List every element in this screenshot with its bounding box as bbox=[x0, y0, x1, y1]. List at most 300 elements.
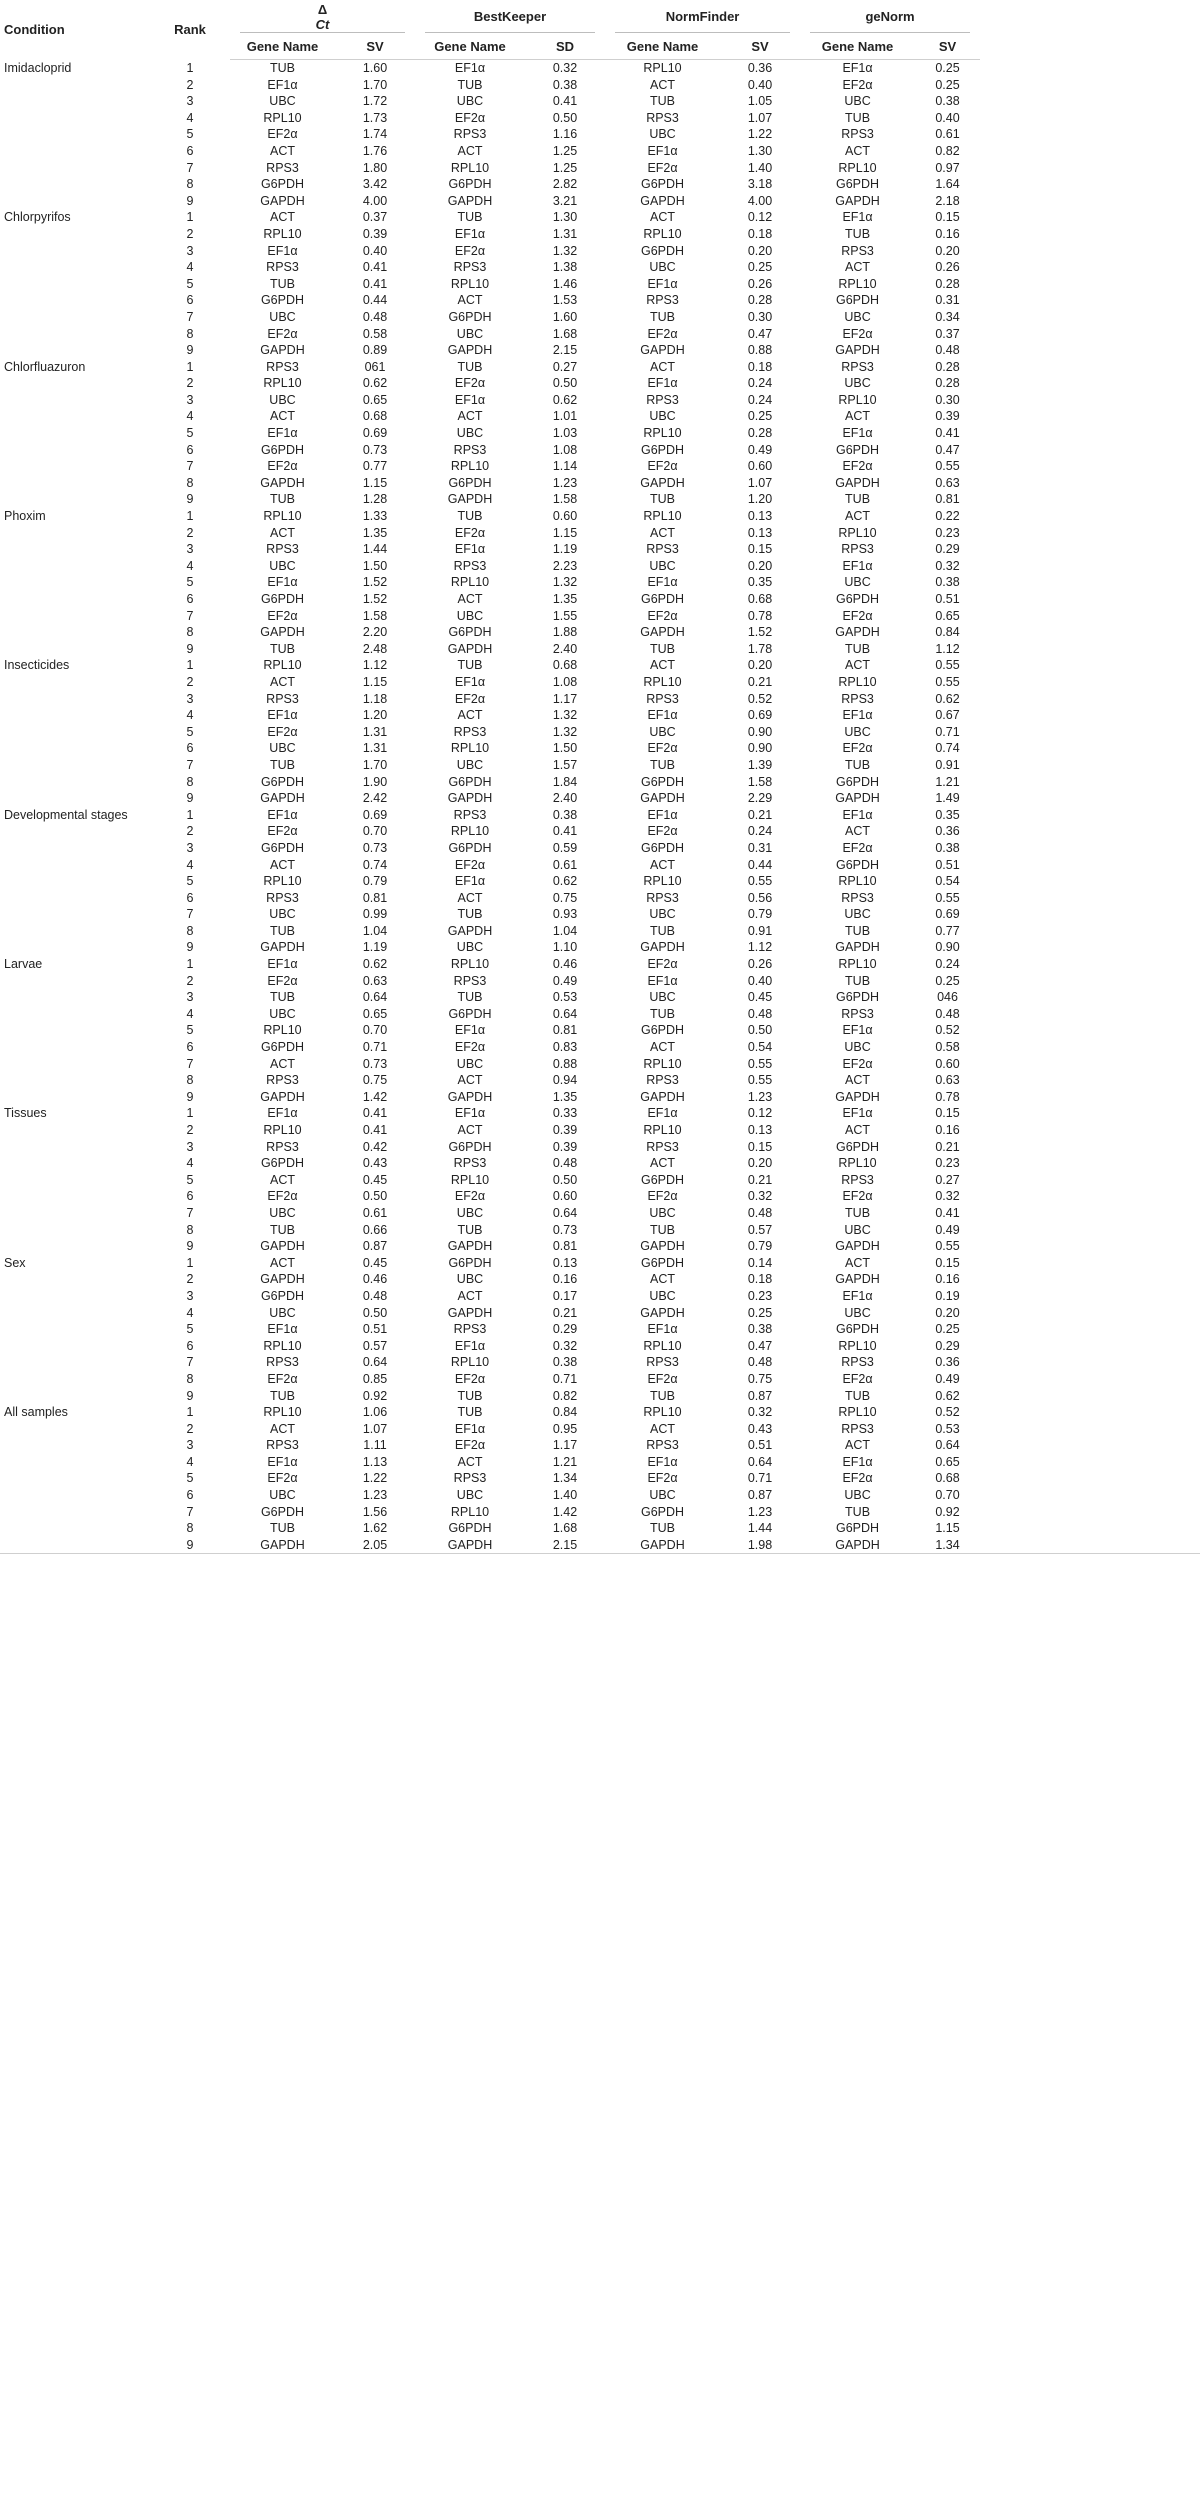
genorm-sv-cell: 046 bbox=[937, 990, 958, 1005]
row-spacer bbox=[980, 375, 1200, 392]
condition-cell bbox=[0, 923, 150, 940]
genorm-gene-cell: RPS3 bbox=[841, 359, 874, 374]
table-row bbox=[0, 989, 1200, 1006]
bestkeeper-sd-cell: 2.40 bbox=[552, 791, 578, 806]
rank-cell: 8 bbox=[186, 1222, 194, 1237]
deltact-gene-cell: RPL10 bbox=[263, 226, 302, 241]
genorm-sv-cell: 0.82 bbox=[935, 143, 960, 158]
normfinder-sv-cell: 0.87 bbox=[747, 1388, 773, 1403]
row-spacer bbox=[980, 1454, 1200, 1471]
normfinder-sv-cell: 0.15 bbox=[747, 542, 773, 557]
normfinder-sv-cell: 0.71 bbox=[747, 1471, 773, 1486]
table-row bbox=[0, 326, 1200, 343]
normfinder-sv-cell: 0.20 bbox=[747, 558, 773, 573]
bestkeeper-gene-cell: GAPDH bbox=[447, 492, 493, 507]
genorm-sv-cell: 0.38 bbox=[935, 840, 960, 855]
bestkeeper-gene-cell: RPL10 bbox=[450, 276, 490, 291]
normfinder-gene-cell: ACT bbox=[650, 1156, 676, 1171]
genorm-gene-cell: UBC bbox=[844, 575, 871, 590]
deltact-gene-cell: TUB bbox=[270, 1388, 295, 1403]
genorm-sv-cell: 0.40 bbox=[935, 110, 960, 125]
genorm-gene-cell: G6PDH bbox=[835, 293, 880, 308]
normfinder-sv-cell: 1.07 bbox=[747, 110, 773, 125]
normfinder-sv-cell: 1.40 bbox=[747, 160, 773, 175]
rank-cell: 4 bbox=[186, 857, 194, 872]
table-row bbox=[0, 276, 1200, 293]
normfinder-gene-cell: TUB bbox=[650, 1521, 676, 1536]
bestkeeper-gene-cell: RPS3 bbox=[453, 442, 487, 457]
genorm-sv-cell: 0.39 bbox=[935, 409, 960, 424]
genorm-gene-cell: RPL10 bbox=[838, 525, 877, 540]
rank-cell: 8 bbox=[186, 1073, 194, 1088]
deltact-sv-cell: 1.31 bbox=[362, 741, 388, 756]
deltact-sv-cell: 0.70 bbox=[362, 1023, 388, 1038]
bestkeeper-sd-cell: 1.32 bbox=[552, 724, 578, 739]
normfinder-gene-cell: RPL10 bbox=[643, 1405, 682, 1420]
genorm-gene-cell: RPL10 bbox=[838, 1338, 877, 1353]
normfinder-sv-cell: 0.25 bbox=[747, 1305, 773, 1320]
bestkeeper-sd-cell: 1.35 bbox=[552, 592, 578, 606]
condition-cell bbox=[0, 1338, 150, 1355]
normfinder-sv-cell: 0.26 bbox=[747, 276, 773, 291]
normfinder-sv-cell: 0.48 bbox=[747, 1205, 773, 1220]
normfinder-sv-cell: 0.79 bbox=[747, 907, 773, 922]
deltact-gene-cell: UBC bbox=[269, 1205, 296, 1220]
row-spacer bbox=[980, 1238, 1200, 1255]
row-spacer bbox=[980, 1470, 1200, 1487]
bestkeeper-sd-cell: 0.38 bbox=[552, 1355, 578, 1370]
deltact-sv-cell: 1.52 bbox=[362, 592, 388, 606]
deltact-sv-cell: 0.69 bbox=[362, 426, 388, 441]
normfinder-sv-cell: 0.32 bbox=[747, 1189, 773, 1204]
normfinder-sv-cell: 0.51 bbox=[747, 1438, 773, 1453]
genorm-gene-cell: ACT bbox=[845, 260, 871, 275]
normfinder-gene-cell: TUB bbox=[650, 309, 676, 324]
rank-cell: 3 bbox=[186, 94, 194, 109]
normfinder-gene-cell: GAPDH bbox=[640, 625, 685, 640]
bestkeeper-gene-cell: GAPDH bbox=[447, 923, 493, 938]
normfinder-gene-cell: TUB bbox=[650, 923, 676, 938]
rank-cell: 7 bbox=[186, 1205, 194, 1220]
deltact-sv-cell: 0.40 bbox=[362, 243, 388, 258]
deltact-gene-cell: ACT bbox=[270, 525, 295, 540]
header-method-normfinder bbox=[605, 0, 800, 33]
deltact-sv-cell: 0.81 bbox=[362, 890, 388, 905]
deltact-sv-cell: 0.61 bbox=[362, 1205, 388, 1220]
normfinder-gene-cell: RPS3 bbox=[646, 293, 679, 308]
row-spacer bbox=[980, 359, 1200, 376]
condition-cell: Imidacloprid bbox=[4, 60, 72, 75]
rank-cell: 5 bbox=[186, 724, 194, 739]
rank-cell: 3 bbox=[186, 840, 194, 855]
genorm-gene-cell: G6PDH bbox=[835, 1139, 880, 1154]
genorm-gene-cell: EF2α bbox=[842, 459, 873, 474]
table-row bbox=[0, 691, 1200, 708]
normfinder-sv-cell: 0.91 bbox=[747, 923, 773, 938]
bestkeeper-gene-cell: GAPDH bbox=[447, 1305, 493, 1320]
rank-cell: 3 bbox=[186, 990, 194, 1005]
genorm-sv-cell: 0.24 bbox=[935, 957, 960, 972]
bestkeeper-gene-cell: RPL10 bbox=[450, 957, 490, 972]
normfinder-gene-cell: RPS3 bbox=[646, 110, 679, 125]
row-spacer bbox=[980, 674, 1200, 691]
subheader-value: SV bbox=[720, 33, 800, 60]
deltact-sv-cell: 1.74 bbox=[362, 127, 388, 142]
row-spacer bbox=[980, 740, 1200, 757]
deltact-gene-cell: RPL10 bbox=[263, 376, 302, 391]
table-row bbox=[0, 1454, 1200, 1471]
genorm-sv-cell: 0.54 bbox=[935, 874, 960, 889]
deltact-sv-cell: 0.69 bbox=[362, 807, 388, 822]
normfinder-gene-cell: EF2α bbox=[647, 1371, 678, 1386]
genorm-gene-cell: GAPDH bbox=[835, 1089, 880, 1104]
header-spacer bbox=[980, 0, 1200, 60]
deltact-sv-cell: 1.52 bbox=[362, 575, 388, 590]
row-spacer bbox=[980, 425, 1200, 442]
row-spacer bbox=[980, 1105, 1200, 1122]
genorm-sv-cell: 0.16 bbox=[935, 1123, 960, 1137]
normfinder-sv-cell: 0.55 bbox=[747, 1056, 773, 1071]
header-method-delta-ct bbox=[230, 0, 415, 33]
bestkeeper-gene-cell: RPS3 bbox=[453, 127, 487, 142]
bestkeeper-gene-cell: ACT bbox=[457, 1288, 483, 1303]
bestkeeper-gene-cell: UBC bbox=[456, 1205, 484, 1220]
condition-cell bbox=[0, 1388, 150, 1405]
rank-cell: 9 bbox=[186, 1239, 194, 1254]
row-spacer bbox=[980, 1056, 1200, 1073]
bestkeeper-gene-cell: EF1α bbox=[454, 392, 486, 407]
deltact-gene-cell: EF1α bbox=[267, 1322, 298, 1337]
condition-cell bbox=[0, 840, 150, 857]
row-spacer bbox=[980, 1188, 1200, 1205]
genorm-gene-cell: EF2α bbox=[842, 326, 873, 341]
deltact-sv-cell: 0.87 bbox=[362, 1239, 388, 1254]
deltact-gene-cell: RPL10 bbox=[263, 110, 302, 125]
bestkeeper-gene-cell: RPL10 bbox=[450, 1355, 490, 1370]
genorm-gene-cell: G6PDH bbox=[835, 177, 880, 192]
table-row bbox=[0, 292, 1200, 309]
genorm-gene-cell: G6PDH bbox=[835, 1322, 880, 1337]
deltact-sv-cell: 1.33 bbox=[362, 509, 388, 524]
genorm-sv-cell: 0.32 bbox=[935, 558, 960, 573]
row-spacer bbox=[980, 1255, 1200, 1272]
genorm-gene-cell: ACT bbox=[845, 409, 871, 424]
normfinder-gene-cell: RPL10 bbox=[643, 426, 682, 441]
table-row bbox=[0, 724, 1200, 741]
rank-cell: 4 bbox=[186, 1454, 194, 1469]
bestkeeper-gene-cell: EF2α bbox=[454, 376, 486, 391]
row-spacer bbox=[980, 840, 1200, 857]
condition-cell bbox=[0, 1454, 150, 1471]
normfinder-sv-cell: 0.20 bbox=[747, 1156, 773, 1171]
normfinder-sv-cell: 0.68 bbox=[747, 592, 773, 606]
bestkeeper-gene-cell: GAPDH bbox=[447, 641, 493, 656]
deltact-gene-cell: GAPDH bbox=[230, 1537, 335, 1554]
condition-cell bbox=[0, 1222, 150, 1239]
genorm-gene-cell: EF1α bbox=[842, 1106, 873, 1121]
bestkeeper-sd-cell: 0.62 bbox=[552, 874, 578, 889]
condition-cell bbox=[0, 176, 150, 193]
condition-cell bbox=[0, 674, 150, 691]
table-row bbox=[0, 939, 1200, 956]
deltact-gene-cell: EF1α bbox=[267, 243, 298, 258]
normfinder-gene-cell: UBC bbox=[649, 127, 676, 142]
genorm-gene-cell: ACT bbox=[845, 1255, 871, 1270]
bestkeeper-gene-cell: RPL10 bbox=[450, 160, 490, 175]
deltact-sv-cell: 1.76 bbox=[362, 143, 388, 158]
deltact-sv-cell: 0.63 bbox=[362, 973, 388, 988]
rank-cell: 1 bbox=[186, 807, 194, 822]
header-rank: Rank bbox=[174, 22, 206, 38]
genorm-gene-cell: TUB bbox=[845, 110, 871, 125]
deltact-sv-cell: 0.50 bbox=[362, 1189, 388, 1204]
normfinder-gene-cell: TUB bbox=[650, 94, 676, 109]
normfinder-sv-cell: 0.24 bbox=[747, 824, 773, 839]
genorm-sv-cell: 0.65 bbox=[935, 608, 960, 623]
table-row bbox=[0, 491, 1200, 508]
bestkeeper-gene-cell: RPL10 bbox=[450, 824, 490, 839]
row-spacer bbox=[980, 209, 1200, 226]
row-spacer bbox=[980, 973, 1200, 990]
genorm-sv-cell: 0.29 bbox=[935, 542, 960, 557]
normfinder-sv-cell: 0.49 bbox=[747, 442, 773, 457]
genorm-sv-cell: 0.74 bbox=[935, 741, 960, 756]
row-spacer bbox=[980, 1305, 1200, 1322]
deltact-gene-cell: EF2α bbox=[267, 326, 298, 341]
rank-cell: 4 bbox=[186, 708, 194, 723]
genorm-sv-cell: 0.64 bbox=[935, 1438, 960, 1453]
deltact-gene-cell: UBC bbox=[269, 741, 296, 756]
bestkeeper-gene-cell: RPS3 bbox=[453, 558, 487, 573]
deltact-gene-cell: G6PDH bbox=[260, 592, 305, 606]
normfinder-sv-cell: 0.79 bbox=[747, 1239, 773, 1254]
genorm-sv-cell: 0.55 bbox=[935, 1239, 960, 1254]
genorm-gene-cell: G6PDH bbox=[835, 990, 880, 1005]
bestkeeper-sd-cell: 1.60 bbox=[552, 309, 578, 324]
row-spacer bbox=[980, 657, 1200, 674]
normfinder-sv-cell: 0.28 bbox=[747, 293, 773, 308]
bestkeeper-sd-cell: 0.61 bbox=[552, 857, 578, 872]
bestkeeper-gene-cell: GAPDH bbox=[447, 791, 493, 806]
bestkeeper-gene-cell: EF1α bbox=[454, 226, 486, 241]
bestkeeper-sd-cell: 0.60 bbox=[552, 1189, 578, 1204]
normfinder-sv-cell: 0.35 bbox=[747, 575, 773, 590]
normfinder-sv-cell: 1.44 bbox=[747, 1521, 773, 1536]
condition-cell bbox=[0, 525, 150, 542]
normfinder-gene-cell: RPL10 bbox=[643, 674, 682, 689]
row-spacer bbox=[980, 243, 1200, 260]
normfinder-gene-cell: RPL10 bbox=[643, 61, 682, 75]
bestkeeper-gene-cell: G6PDH bbox=[448, 625, 492, 640]
rank-cell: 9 bbox=[186, 1089, 194, 1104]
bestkeeper-sd-cell: 0.50 bbox=[552, 1172, 578, 1187]
normfinder-sv-cell: 0.18 bbox=[747, 226, 773, 241]
row-spacer bbox=[980, 823, 1200, 840]
table-row bbox=[0, 1354, 1200, 1371]
bestkeeper-sd-cell: 0.83 bbox=[552, 1040, 578, 1055]
normfinder-sv-cell: 0.69 bbox=[747, 708, 773, 723]
condition-cell: Developmental stages bbox=[4, 807, 128, 822]
normfinder-gene-cell: G6PDH bbox=[640, 243, 685, 258]
row-spacer bbox=[980, 1487, 1200, 1504]
deltact-gene-cell: UBC bbox=[269, 1488, 296, 1503]
deltact-gene-cell: ACT bbox=[270, 1255, 295, 1270]
table-row bbox=[0, 641, 1200, 658]
bestkeeper-gene-cell: RPS3 bbox=[453, 1156, 487, 1171]
deltact-gene-cell: ACT bbox=[270, 674, 295, 689]
bestkeeper-gene-cell: EF1α bbox=[454, 61, 486, 75]
table-row bbox=[0, 1288, 1200, 1305]
genorm-gene-cell: EF2α bbox=[842, 1189, 873, 1204]
genorm-sv-cell: 0.65 bbox=[935, 1454, 960, 1469]
bestkeeper-sd-cell: 0.84 bbox=[552, 1405, 578, 1420]
normfinder-gene-cell: ACT bbox=[650, 359, 676, 374]
normfinder-gene-cell: UBC bbox=[649, 558, 676, 573]
rank-cell: 3 bbox=[186, 542, 194, 557]
rank-cell: 4 bbox=[186, 1006, 194, 1021]
bestkeeper-gene-cell: ACT bbox=[457, 143, 483, 158]
rank-cell: 1 bbox=[186, 210, 194, 225]
genorm-gene-cell: UBC bbox=[844, 1222, 871, 1237]
row-spacer bbox=[980, 442, 1200, 459]
table-row bbox=[0, 458, 1200, 475]
bestkeeper-sd-cell: 0.48 bbox=[552, 1156, 578, 1171]
bestkeeper-gene-cell: UBC bbox=[456, 1488, 484, 1503]
condition-cell bbox=[0, 160, 150, 177]
bestkeeper-gene-cell: G6PDH bbox=[448, 309, 492, 324]
normfinder-sv-cell: 0.32 bbox=[747, 1405, 773, 1420]
deltact-sv-cell: 0.70 bbox=[362, 824, 388, 839]
condition-cell bbox=[0, 1089, 150, 1106]
genorm-sv-cell: 0.77 bbox=[935, 923, 960, 938]
row-spacer bbox=[980, 1321, 1200, 1338]
deltact-gene-cell: UBC bbox=[269, 309, 296, 324]
normfinder-sv-cell: 0.14 bbox=[747, 1255, 773, 1270]
deltact-gene-cell: RPL10 bbox=[263, 1123, 302, 1137]
deltact-sv-cell: 0.39 bbox=[362, 226, 388, 241]
row-spacer bbox=[980, 691, 1200, 708]
rank-cell: 7 bbox=[186, 1355, 194, 1370]
rank-cell: 6 bbox=[186, 592, 194, 606]
bestkeeper-sd-cell: 1.38 bbox=[552, 260, 578, 275]
bestkeeper-sd-cell: 0.21 bbox=[552, 1305, 578, 1320]
normfinder-gene-cell: RPS3 bbox=[646, 1073, 679, 1088]
row-spacer bbox=[980, 1537, 1200, 1554]
table-row bbox=[0, 508, 1200, 525]
deltact-sv-cell: 0.77 bbox=[362, 459, 388, 474]
deltact-sv-cell: 0.66 bbox=[362, 1222, 388, 1237]
normfinder-sv-cell: 3.18 bbox=[747, 177, 773, 192]
condition-cell bbox=[0, 1006, 150, 1023]
genorm-gene-cell: RPL10 bbox=[838, 160, 877, 175]
condition-cell bbox=[0, 790, 150, 807]
deltact-gene-cell: GAPDH bbox=[260, 791, 305, 806]
table-row bbox=[0, 1122, 1200, 1139]
bestkeeper-gene-cell: UBC bbox=[456, 426, 484, 441]
bestkeeper-gene-cell: UBC bbox=[456, 326, 484, 341]
row-spacer bbox=[980, 707, 1200, 724]
deltact-gene-cell: GAPDH bbox=[260, 193, 305, 208]
condition-cell bbox=[0, 973, 150, 990]
table-row bbox=[0, 1255, 1200, 1272]
bestkeeper-sd-cell: 0.95 bbox=[552, 1421, 578, 1436]
normfinder-gene-cell: RPS3 bbox=[646, 392, 679, 407]
table-row bbox=[0, 857, 1200, 874]
bestkeeper-gene-cell: EF2α bbox=[454, 110, 486, 125]
rank-cell: 8 bbox=[186, 326, 194, 341]
rank-cell: 5 bbox=[186, 874, 194, 889]
deltact-gene-cell: TUB bbox=[270, 757, 295, 772]
deltact-gene-cell: TUB bbox=[270, 1222, 295, 1237]
rank-cell: 3 bbox=[186, 1438, 194, 1453]
rank-cell: 2 bbox=[186, 824, 194, 839]
bestkeeper-gene-cell: RPL10 bbox=[450, 575, 490, 590]
table-row bbox=[0, 923, 1200, 940]
bestkeeper-sd-cell: 0.64 bbox=[552, 1205, 578, 1220]
deltact-gene-cell: ACT bbox=[270, 1172, 295, 1187]
condition-cell bbox=[0, 890, 150, 907]
table-row bbox=[0, 790, 1200, 807]
bestkeeper-gene-cell: ACT bbox=[457, 293, 483, 308]
normfinder-sv-cell: 0.12 bbox=[747, 1106, 773, 1121]
normfinder-gene-cell: GAPDH bbox=[640, 343, 685, 358]
table-row bbox=[0, 1022, 1200, 1039]
normfinder-gene-cell: G6PDH bbox=[640, 774, 685, 789]
normfinder-sv-cell: 0.55 bbox=[747, 1073, 773, 1088]
normfinder-sv-cell: 1.52 bbox=[747, 625, 773, 640]
deltact-sv-cell: 0.45 bbox=[362, 1172, 388, 1187]
row-spacer bbox=[980, 641, 1200, 658]
deltact-sv-cell: 0.64 bbox=[362, 990, 388, 1005]
rank-cell: 1 bbox=[186, 1405, 194, 1420]
row-spacer bbox=[980, 408, 1200, 425]
method-label-genorm: geNorm bbox=[865, 9, 915, 24]
normfinder-gene-cell: UBC bbox=[649, 907, 676, 922]
normfinder-sv-cell: 0.88 bbox=[747, 343, 773, 358]
deltact-gene-cell: EF1α bbox=[267, 708, 298, 723]
bestkeeper-gene-cell: EF1α bbox=[454, 1421, 486, 1436]
normfinder-sv-cell: 0.54 bbox=[747, 1040, 773, 1055]
genorm-sv-cell: 0.63 bbox=[935, 475, 960, 490]
bestkeeper-sd-cell: 0.71 bbox=[552, 1371, 578, 1386]
bestkeeper-gene-cell: EF1α bbox=[454, 1338, 486, 1353]
bestkeeper-gene-cell: EF1α bbox=[454, 1023, 486, 1038]
deltact-sv-cell: 1.23 bbox=[362, 1488, 388, 1503]
genorm-gene-cell: RPS3 bbox=[841, 691, 874, 706]
table-row bbox=[0, 757, 1200, 774]
bestkeeper-gene-cell: G6PDH bbox=[448, 1521, 492, 1536]
deltact-gene-cell: RPL10 bbox=[263, 658, 302, 673]
deltact-sv-cell: 1.70 bbox=[362, 77, 388, 92]
genorm-sv-cell: 0.15 bbox=[935, 1255, 960, 1270]
deltact-gene-cell: TUB bbox=[270, 990, 295, 1005]
condition-cell bbox=[0, 1520, 150, 1537]
genorm-sv-cell: 0.19 bbox=[935, 1288, 960, 1303]
bestkeeper-sd-cell: 0.27 bbox=[552, 359, 578, 374]
table-row bbox=[0, 740, 1200, 757]
bestkeeper-sd-cell: 1.10 bbox=[552, 940, 578, 955]
normfinder-sv-cell: 0.90 bbox=[747, 741, 773, 756]
genorm-sv-cell: 0.28 bbox=[935, 376, 960, 391]
deltact-sv-cell: 0.41 bbox=[362, 276, 388, 291]
table-row bbox=[0, 657, 1200, 674]
normfinder-sv-cell: 0.13 bbox=[747, 525, 773, 540]
row-spacer bbox=[980, 724, 1200, 741]
deltact-sv-cell: 1.22 bbox=[362, 1471, 388, 1486]
deltact-sv-cell: 0.79 bbox=[362, 874, 388, 889]
table-row bbox=[0, 541, 1200, 558]
deltact-gene-cell: RPS3 bbox=[266, 260, 299, 275]
